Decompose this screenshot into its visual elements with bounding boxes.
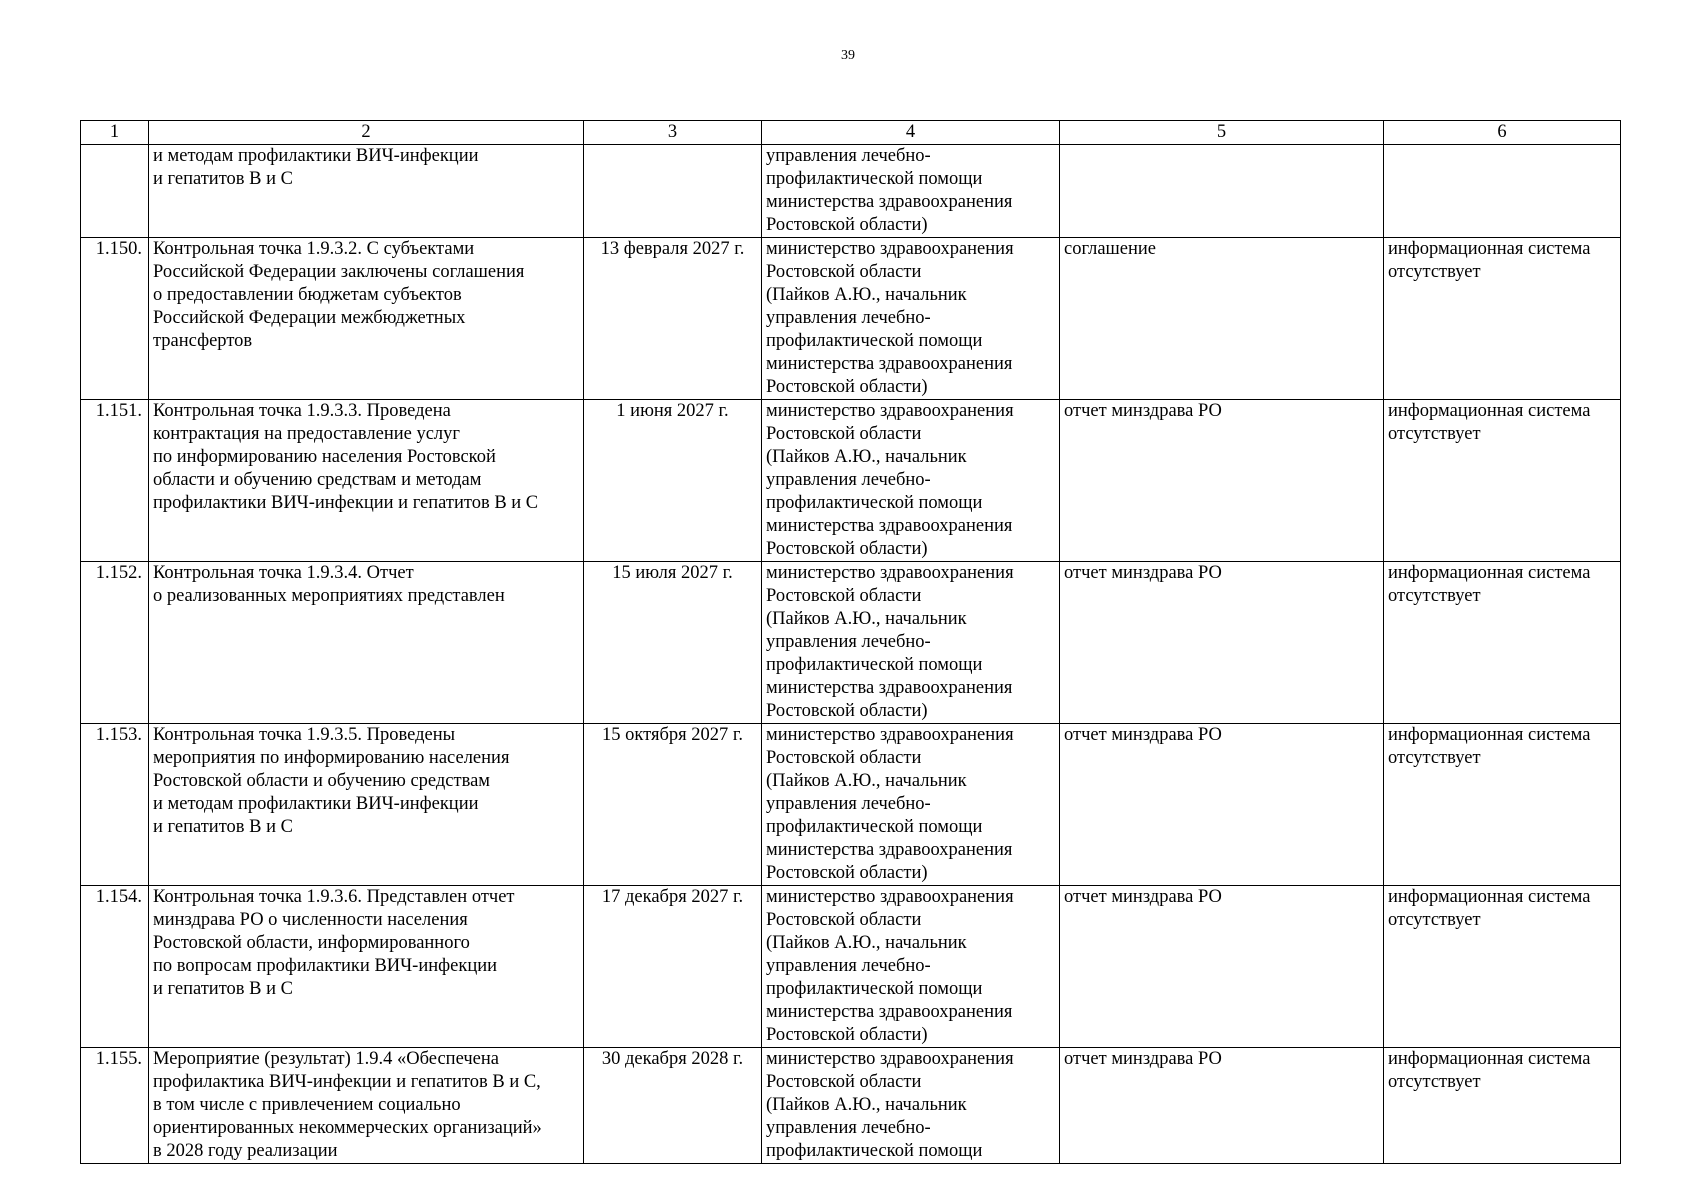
deadline-date: 15 июля 2027 г.: [584, 562, 762, 724]
column-header-1: 1: [81, 121, 149, 145]
info-system: информационная система отсутствует: [1384, 1048, 1621, 1164]
page-number: 39: [841, 48, 855, 63]
info-system: информационная система отсутствует: [1384, 724, 1621, 886]
info-system: информационная система отсутствует: [1384, 238, 1621, 400]
deadline-date: 17 декабря 2027 г.: [584, 886, 762, 1048]
document-type: отчет минздрава РО: [1060, 400, 1384, 562]
column-header-5: 5: [1060, 121, 1384, 145]
event-name: и методам профилактики ВИЧ-инфекции и гепатитов В и С: [149, 145, 584, 238]
info-system: [1384, 145, 1621, 238]
plan-table: [80, 120, 1621, 1164]
row-number: 1.154.: [81, 886, 149, 1048]
document-type: отчет минздрава РО: [1060, 724, 1384, 886]
column-header-6: 6: [1384, 121, 1621, 145]
row-number: 1.151.: [81, 400, 149, 562]
row-number: 1.155.: [81, 1048, 149, 1164]
document-type: [1060, 145, 1384, 238]
header-row: [81, 121, 1621, 145]
responsible-party: министерство здравоохранения Ростовской области (Пайков А.Ю., начальник управления лечебно- профилактической помощи министерства здравоохранения Ростовской области): [762, 886, 1060, 1048]
row-number: 1.153.: [81, 724, 149, 886]
column-header-4: 4: [762, 121, 1060, 145]
event-name: Контрольная точка 1.9.3.5. Проведены мероприятия по информированию населения Ростовской области и обучению средствам и методам профилактики ВИЧ-инфекции и гепатитов В и С: [149, 724, 584, 886]
event-name: Контрольная точка 1.9.3.3. Проведена контрактация на предоставление услуг по информированию населения Ростовской области и обучению средствам и методам профилактики ВИЧ-инфекции и гепатитов В и С: [149, 400, 584, 562]
row-number: [81, 145, 149, 238]
event-name: Контрольная точка 1.9.3.6. Представлен отчет минздрава РО о численности населения Ростовской области, информированного по вопросам профилактики ВИЧ-инфекции и гепатитов В и С: [149, 886, 584, 1048]
info-system: информационная система отсутствует: [1384, 562, 1621, 724]
deadline-date: 30 декабря 2028 г.: [584, 1048, 762, 1164]
event-name: Контрольная точка 1.9.3.2. С субъектами Российской Федерации заключены соглашения о предоставлении бюджетам субъектов Российской Федерации межбюджетных трансфертов: [149, 238, 584, 400]
deadline-date: 15 октября 2027 г.: [584, 724, 762, 886]
event-name: Контрольная точка 1.9.3.4. Отчет о реализованных мероприятиях представлен: [149, 562, 584, 724]
row-number: 1.150.: [81, 238, 149, 400]
table-row: [81, 1048, 1621, 1164]
info-system: информационная система отсутствует: [1384, 886, 1621, 1048]
info-system: информационная система отсутствует: [1384, 400, 1621, 562]
table-row: [81, 724, 1621, 886]
document-type: отчет минздрава РО: [1060, 562, 1384, 724]
responsible-party: министерство здравоохранения Ростовской области (Пайков А.Ю., начальник управления лечебно- профилактической помощи министерства здравоохранения Ростовской области): [762, 724, 1060, 886]
deadline-date: [584, 145, 762, 238]
responsible-party: министерство здравоохранения Ростовской области (Пайков А.Ю., начальник управления лечебно- профилактической помощи: [762, 1048, 1060, 1164]
table-row: [81, 400, 1621, 562]
deadline-date: 1 июня 2027 г.: [584, 400, 762, 562]
deadline-date: 13 февраля 2027 г.: [584, 238, 762, 400]
table-row: [81, 562, 1621, 724]
responsible-party: министерство здравоохранения Ростовской области (Пайков А.Ю., начальник управления лечебно- профилактической помощи министерства здравоохранения Ростовской области): [762, 238, 1060, 400]
table-row: [81, 238, 1621, 400]
table-row: [81, 886, 1621, 1048]
document-type: отчет минздрава РО: [1060, 1048, 1384, 1164]
document-type: соглашение: [1060, 238, 1384, 400]
table-row: [81, 145, 1621, 238]
column-header-3: 3: [584, 121, 762, 145]
column-header-2: 2: [149, 121, 584, 145]
responsible-party: министерство здравоохранения Ростовской области (Пайков А.Ю., начальник управления лечебно- профилактической помощи министерства здравоохранения Ростовской области): [762, 562, 1060, 724]
responsible-party: управления лечебно- профилактической помощи министерства здравоохранения Ростовской области): [762, 145, 1060, 238]
row-number: 1.152.: [81, 562, 149, 724]
responsible-party: министерство здравоохранения Ростовской области (Пайков А.Ю., начальник управления лечебно- профилактической помощи министерства здравоохранения Ростовской области): [762, 400, 1060, 562]
document-type: отчет минздрава РО: [1060, 886, 1384, 1048]
event-name: Мероприятие (результат) 1.9.4 «Обеспечена профилактика ВИЧ-инфекции и гепатитов В и С, в том числе с привлечением социально ориентированных некоммерческих организаций» в 2028 году реализации: [149, 1048, 584, 1164]
